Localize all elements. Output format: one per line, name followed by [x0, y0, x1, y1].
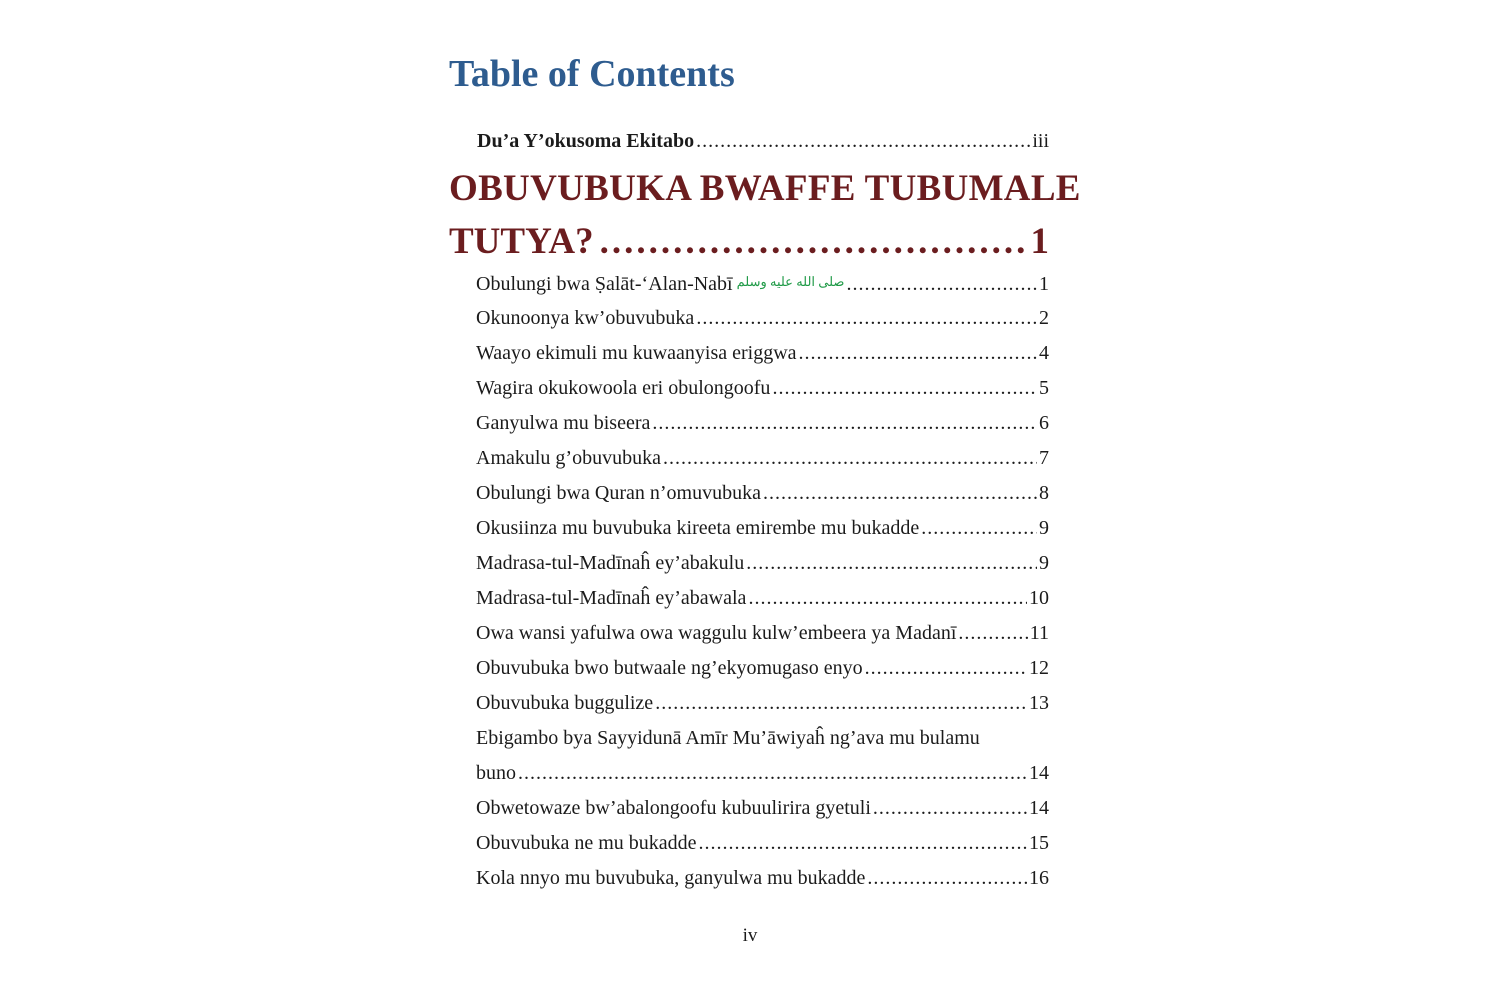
toc-entry-label: Obwetowaze bw’abalongoofu kubuulirira gyetuli	[476, 797, 871, 819]
dot-leader	[699, 828, 1027, 858]
toc-entry[interactable]	[476, 548, 1049, 578]
dot-leader	[763, 478, 1037, 508]
toc-entry-page: 2	[1039, 307, 1049, 329]
toc-entry-label: Obuvubuka ne mu bukadde	[476, 832, 697, 854]
toc-entry-page: iii	[1032, 130, 1049, 152]
chapter-heading-line2[interactable]	[449, 216, 1049, 268]
toc-entry-label: Du’a Y’okusoma Ekitabo	[477, 130, 695, 152]
toc-entry-page: 14	[1029, 797, 1049, 819]
salawat-calligraphy-icon: صلى الله عليه وسلم	[736, 274, 845, 289]
dot-leader	[921, 513, 1037, 543]
toc-entry-label: Obulungi bwa Quran n’omuvubuka	[476, 482, 761, 504]
chapter-heading-label: TUTYA?	[449, 221, 594, 262]
toc-entry-page: 1	[1039, 273, 1049, 295]
dot-leader	[652, 408, 1037, 438]
toc-entry-page: 10	[1029, 587, 1049, 609]
dot-leader	[865, 653, 1027, 683]
toc-entry-dua[interactable]	[477, 126, 1049, 156]
toc-entry-label: buno	[476, 762, 516, 784]
dot-leader	[772, 373, 1037, 403]
toc-entry-label: Obuvubuka bwo butwaale ng’ekyomugaso enyo	[476, 657, 863, 679]
toc-entry-page: 4	[1039, 342, 1049, 364]
page-number: iv	[742, 925, 758, 946]
toc-entry[interactable]	[476, 828, 1049, 858]
dot-leader	[746, 548, 1037, 578]
toc-entry-page: 13	[1029, 692, 1049, 714]
toc-entry[interactable]	[476, 863, 1049, 893]
toc-entry[interactable]	[476, 583, 1049, 613]
toc-entry-label: Okunoonya kw’obuvubuka	[476, 307, 695, 329]
toc-entry-label: Owa wansi yafulwa owa waggulu kulw’embeera ya Madanī	[476, 622, 957, 644]
toc-entry-page: 16	[1029, 867, 1049, 889]
toc-entry[interactable]	[476, 688, 1049, 718]
toc-entry[interactable]	[476, 758, 1049, 788]
toc-entry-label: Ganyulwa mu biseera	[476, 412, 651, 434]
toc-entry-label: Kola nnyo mu buvubuka, ganyulwa mu bukadde	[476, 867, 866, 889]
toc-entry[interactable]	[476, 618, 1049, 648]
toc-entry[interactable]	[476, 267, 1049, 299]
toc-entry-page: 9	[1039, 517, 1049, 539]
dot-leader	[600, 216, 1025, 268]
toc-entry[interactable]	[476, 338, 1049, 368]
toc-entry-page: 11	[1029, 622, 1049, 644]
toc-entry[interactable]	[476, 443, 1049, 473]
dot-leader	[867, 863, 1027, 893]
toc-entry-label: Waayo ekimuli mu kuwaanyisa eriggwa	[476, 342, 797, 364]
toc-entry-page: 5	[1039, 377, 1049, 399]
toc-entry-wrapped-line1[interactable]: Ebigambo bya Sayyidunā Amīr Mu’āwiyaĥ ng’ava mu bulamu	[476, 727, 980, 749]
toc-entry-label: Obulungi bwa Ṣalāt-‘Alan-Nabī صلى الله عليه وسلم	[476, 267, 844, 299]
toc-entry-page: 7	[1039, 447, 1049, 469]
chapter-heading-line1[interactable]: OBUVUBUKA BWAFFE TUBUMALE	[449, 168, 1081, 209]
toc-entry-label: Amakulu g’obuvubuka	[476, 447, 661, 469]
dot-leader	[873, 793, 1027, 823]
toc-entry[interactable]	[476, 653, 1049, 683]
dot-leader	[663, 443, 1037, 473]
dot-leader	[518, 758, 1027, 788]
toc-title: Table of Contents	[449, 53, 735, 95]
chapter-heading-page: 1	[1030, 221, 1049, 262]
dot-leader	[748, 583, 1027, 613]
toc-entry[interactable]	[476, 513, 1049, 543]
dot-leader	[846, 269, 1037, 299]
toc-entry-page: 9	[1039, 552, 1049, 574]
toc-entry-page: 8	[1039, 482, 1049, 504]
dot-leader	[655, 688, 1027, 718]
toc-entry-label: Obuvubuka buggulize	[476, 692, 654, 714]
dot-leader	[958, 618, 1027, 648]
dot-leader	[696, 126, 1030, 156]
toc-entry-label: Okusiinza mu buvubuka kireeta emirembe mu bukadde	[476, 517, 920, 539]
toc-entry[interactable]	[476, 373, 1049, 403]
toc-entry-label: Madrasa-tul-Madīnaĥ ey’abakulu	[476, 552, 745, 574]
toc-entry[interactable]	[476, 478, 1049, 508]
toc-entry-page: 12	[1029, 657, 1049, 679]
dot-leader	[799, 338, 1037, 368]
toc-entry-label: Madrasa-tul-Madīnaĥ ey’abawala	[476, 587, 747, 609]
toc-entry-page: 15	[1029, 832, 1049, 854]
toc-entry-page: 6	[1039, 412, 1049, 434]
toc-entry[interactable]	[476, 793, 1049, 823]
toc-entry[interactable]	[476, 408, 1049, 438]
toc-entry-label: Wagira okukowoola eri obulongoofu	[476, 377, 771, 399]
dot-leader	[696, 303, 1037, 333]
toc-entry[interactable]	[476, 303, 1049, 333]
toc-entry-page: 14	[1029, 762, 1049, 784]
